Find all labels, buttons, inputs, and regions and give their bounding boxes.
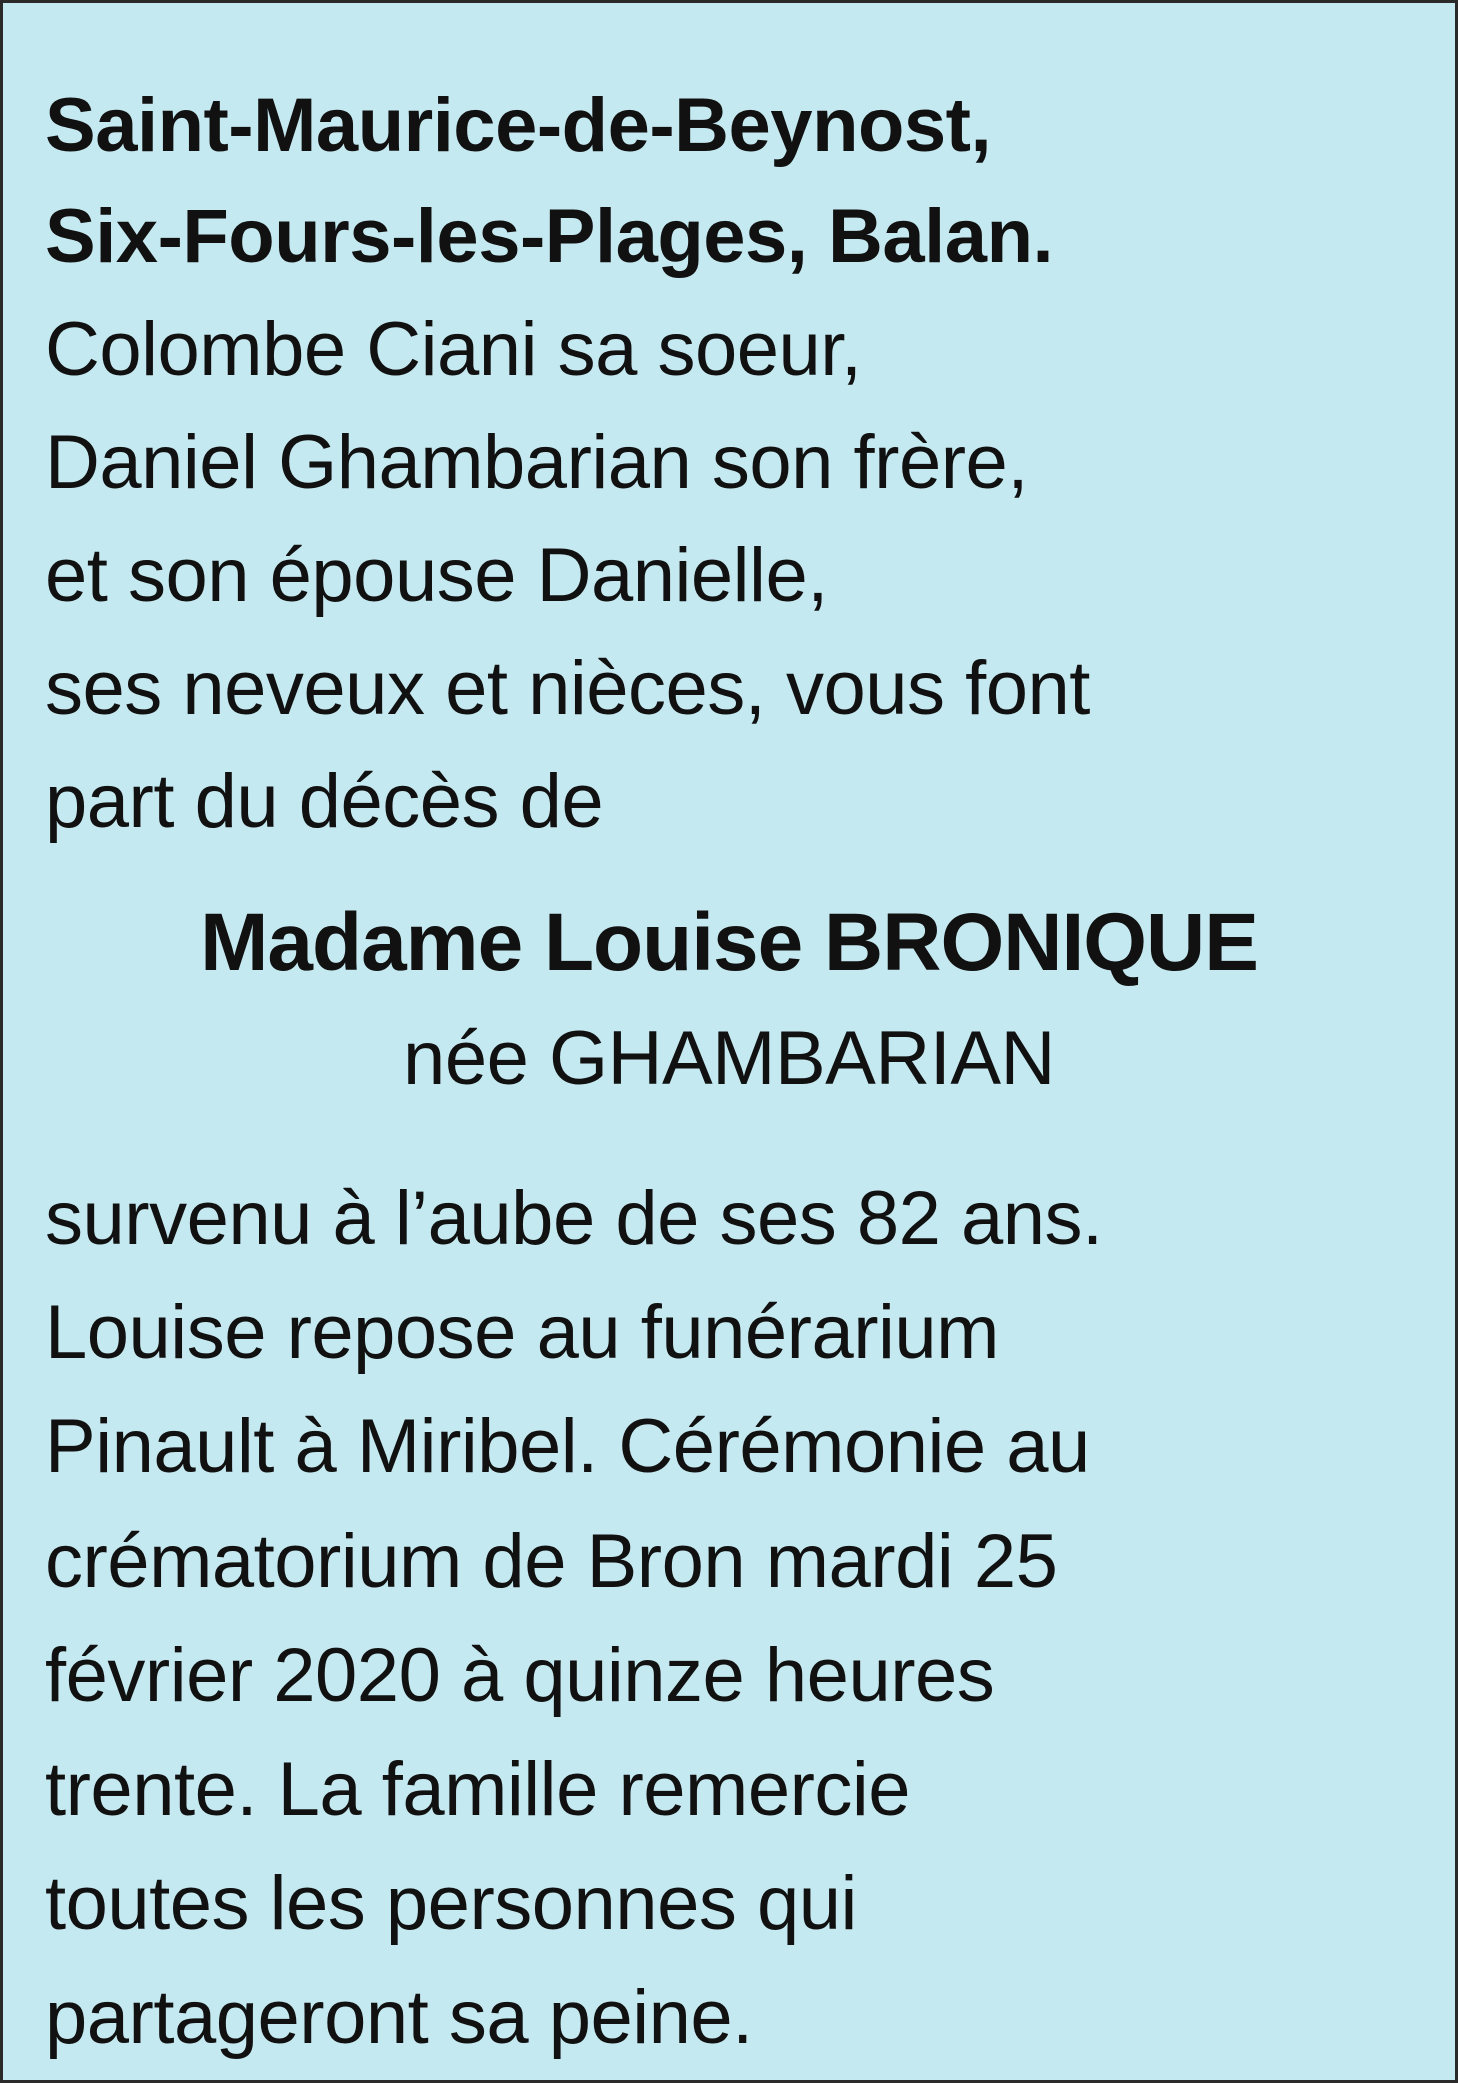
deceased-name: Madame Louise BRONIQUE xyxy=(200,897,1258,988)
details-line: Pinault à Miribel. Cérémonie au xyxy=(45,1404,1090,1489)
details-line: crématorium de Bron mardi 25 xyxy=(45,1519,1058,1604)
announcement-line: Colombe Ciani sa soeur, xyxy=(45,307,862,392)
details-line: survenu à l’aube de ses 82 ans. xyxy=(45,1176,1103,1261)
places-line-1: Saint-Maurice-de-Beynost, xyxy=(45,83,992,168)
places-line-2: Six-Fours-les-Plages, Balan. xyxy=(45,194,1054,279)
announcement-line: part du décès de xyxy=(45,759,604,844)
details-line: Louise repose au funérarium xyxy=(45,1290,999,1375)
deceased-maiden-name: née GHAMBARIAN xyxy=(403,1016,1055,1101)
details-line: toutes les personnes qui xyxy=(45,1861,857,1946)
announcement-line: et son épouse Danielle, xyxy=(45,533,828,618)
announcement-line: Daniel Ghambarian son frère, xyxy=(45,420,1028,505)
announcement-line: ses neveux et nièces, vous font xyxy=(45,646,1090,731)
details-line: février 2020 à quinze heures xyxy=(45,1633,995,1718)
details-line: trente. La famille remercie xyxy=(45,1747,911,1832)
details-line: partageront sa peine. xyxy=(45,1975,753,2060)
